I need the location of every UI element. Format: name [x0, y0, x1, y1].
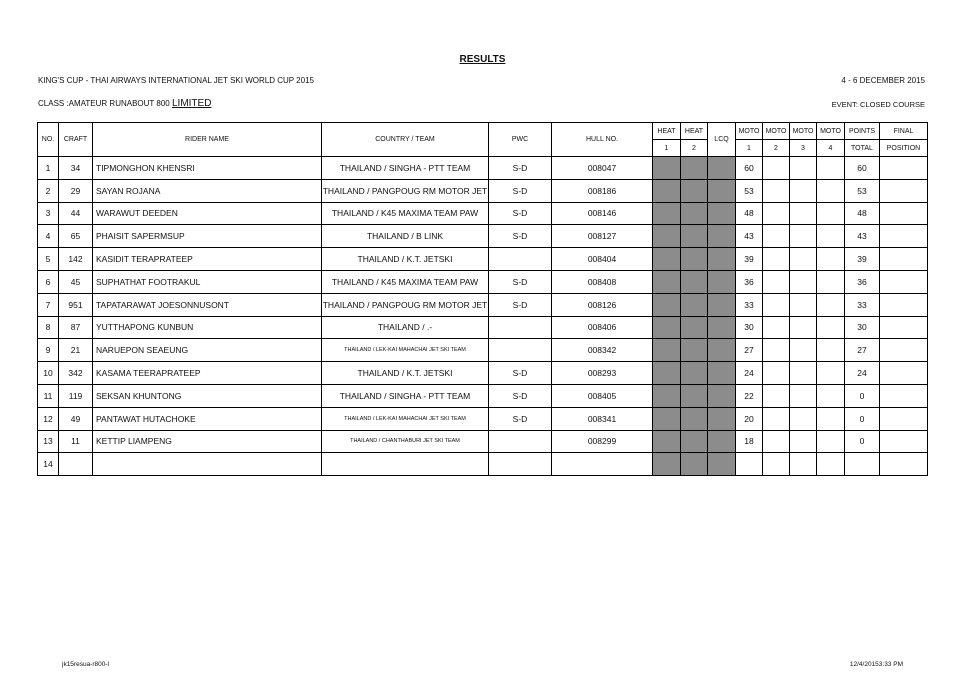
cell-moto4 — [817, 270, 845, 293]
cell-moto1: 36 — [736, 270, 763, 293]
cell-rider: SEKSAN KHUNTONG — [93, 384, 322, 407]
cell-points-total: 53 — [845, 179, 880, 202]
cell-team: THAILAND / .- — [322, 316, 489, 339]
cell-heat1 — [653, 453, 681, 476]
event-dates: 4 - 6 DECEMBER 2015 — [841, 76, 925, 85]
cell-lcq — [708, 225, 736, 248]
cell-lcq — [708, 362, 736, 385]
cell-pwc: S-D — [489, 384, 552, 407]
col-moto1: MOTO — [736, 123, 763, 140]
cell-points-total: 43 — [845, 225, 880, 248]
cell-moto1: 53 — [736, 179, 763, 202]
cell-rider: WARAWUT DEEDEN — [93, 202, 322, 225]
cell-moto3 — [790, 430, 817, 453]
cell-moto2 — [763, 293, 790, 316]
cell-heat1 — [653, 362, 681, 385]
cell-rider: NARUEPON SEAEUNG — [93, 339, 322, 362]
cell-moto4 — [817, 157, 845, 180]
cell-lcq — [708, 293, 736, 316]
cell-moto1: 33 — [736, 293, 763, 316]
cell-heat2 — [681, 293, 708, 316]
cell-hull: 008342 — [552, 339, 653, 362]
cell-moto1: 48 — [736, 202, 763, 225]
cell-moto4 — [817, 225, 845, 248]
cell-heat1 — [653, 225, 681, 248]
cell-no: 4 — [38, 225, 59, 248]
cell-hull: 008146 — [552, 202, 653, 225]
cell-final-position — [880, 362, 928, 385]
cell-no: 7 — [38, 293, 59, 316]
cell-no: 11 — [38, 384, 59, 407]
cell-moto3 — [790, 157, 817, 180]
table-row — [38, 407, 928, 430]
cell-pwc: S-D — [489, 270, 552, 293]
cell-hull: 008293 — [552, 362, 653, 385]
col-heat1: HEAT — [653, 123, 681, 140]
col-moto4: MOTO — [817, 123, 845, 140]
cell-craft: 45 — [59, 270, 93, 293]
cell-moto4 — [817, 202, 845, 225]
cell-rider: PANTAWAT HUTACHOKE — [93, 407, 322, 430]
cell-final-position — [880, 157, 928, 180]
cell-moto4 — [817, 430, 845, 453]
cell-no: 13 — [38, 430, 59, 453]
col-moto3-num: 3 — [790, 140, 817, 157]
cell-rider: KASIDIT TERAPRATEEP — [93, 248, 322, 271]
col-team: COUNTRY / TEAM — [322, 123, 489, 157]
cell-craft: 29 — [59, 179, 93, 202]
cell-craft: 65 — [59, 225, 93, 248]
cell-final-position — [880, 430, 928, 453]
col-craft: CRAFT — [59, 123, 93, 157]
cell-moto4 — [817, 293, 845, 316]
cell-heat1 — [653, 270, 681, 293]
page-title: RESULTS — [459, 54, 506, 65]
cell-moto2 — [763, 339, 790, 362]
cell-hull — [552, 453, 653, 476]
cell-moto2 — [763, 384, 790, 407]
cell-moto4 — [817, 453, 845, 476]
cell-team: THAILAND / B LINK — [322, 225, 489, 248]
cell-no: 10 — [38, 362, 59, 385]
cell-moto4 — [817, 362, 845, 385]
cell-hull: 008405 — [552, 384, 653, 407]
cell-final-position — [880, 225, 928, 248]
col-no: NO. — [38, 123, 59, 157]
cell-heat1 — [653, 316, 681, 339]
cell-hull: 008406 — [552, 316, 653, 339]
cell-rider: YUTTHAPONG KUNBUN — [93, 316, 322, 339]
cell-moto1: 22 — [736, 384, 763, 407]
cell-no: 14 — [38, 453, 59, 476]
cell-craft: 11 — [59, 430, 93, 453]
cell-moto3 — [790, 316, 817, 339]
col-moto4-num: 4 — [817, 140, 845, 157]
cell-team: THAILAND / K.T. JETSKI — [322, 248, 489, 271]
cell-lcq — [708, 453, 736, 476]
col-lcq: LCQ — [708, 123, 736, 157]
cell-moto3 — [790, 453, 817, 476]
cell-lcq — [708, 407, 736, 430]
cell-team: THAILAND / K.T. JETSKI — [322, 362, 489, 385]
cell-pwc: S-D — [489, 407, 552, 430]
col-final: FINAL — [880, 123, 928, 140]
cell-heat1 — [653, 157, 681, 180]
cell-heat1 — [653, 293, 681, 316]
cell-team: THAILAND / LEK-KAI MAHACHAI JET SKI TEAM — [322, 407, 489, 430]
class-name: LIMITED — [171, 98, 212, 109]
cell-heat2 — [681, 270, 708, 293]
col-moto3: MOTO — [790, 123, 817, 140]
cell-no: 2 — [38, 179, 59, 202]
col-points: POINTS — [845, 123, 880, 140]
cell-moto3 — [790, 362, 817, 385]
cell-moto3 — [790, 270, 817, 293]
cell-craft: 142 — [59, 248, 93, 271]
cell-craft: 21 — [59, 339, 93, 362]
table-row — [38, 339, 928, 362]
cell-lcq — [708, 384, 736, 407]
cell-moto1: 30 — [736, 316, 763, 339]
col-final-position: POSITION — [880, 140, 928, 157]
cell-team: THAILAND / K45 MAXIMA TEAM PAW — [322, 202, 489, 225]
cell-points-total: 0 — [845, 384, 880, 407]
cell-heat2 — [681, 384, 708, 407]
cell-rider: PHAISIT SAPERMSUP — [93, 225, 322, 248]
cell-moto1: 24 — [736, 362, 763, 385]
cell-final-position — [880, 407, 928, 430]
cell-moto4 — [817, 407, 845, 430]
cell-craft: 87 — [59, 316, 93, 339]
cell-heat2 — [681, 407, 708, 430]
cell-final-position — [880, 339, 928, 362]
cell-no: 5 — [38, 248, 59, 271]
cell-final-position — [880, 384, 928, 407]
cell-no: 1 — [38, 157, 59, 180]
cell-moto4 — [817, 316, 845, 339]
cell-heat2 — [681, 339, 708, 362]
cell-craft: 119 — [59, 384, 93, 407]
cell-hull: 008047 — [552, 157, 653, 180]
cell-lcq — [708, 248, 736, 271]
class-prefix: CLASS :AMATEUR RUNABOUT 800 — [38, 99, 170, 108]
cell-points-total: 0 — [845, 430, 880, 453]
cell-team: THAILAND / SINGHA - PTT TEAM — [322, 157, 489, 180]
cell-heat1 — [653, 430, 681, 453]
cell-moto1 — [736, 453, 763, 476]
cell-team: THAILAND / CHANTHABURI JET SKI TEAM — [322, 430, 489, 453]
cell-lcq — [708, 157, 736, 180]
col-rider: RIDER NAME — [93, 123, 322, 157]
cell-pwc — [489, 248, 552, 271]
cell-moto3 — [790, 179, 817, 202]
cell-points-total: 60 — [845, 157, 880, 180]
cell-heat1 — [653, 339, 681, 362]
cell-moto2 — [763, 453, 790, 476]
cell-moto3 — [790, 293, 817, 316]
cell-moto3 — [790, 384, 817, 407]
cell-final-position — [880, 453, 928, 476]
event-name: KING'S CUP - THAI AIRWAYS INTERNATIONAL JET SKI WORLD CUP 2015 — [38, 76, 314, 85]
cell-heat2 — [681, 157, 708, 180]
cell-moto1: 18 — [736, 430, 763, 453]
cell-team: THAILAND / LEK-KAI MAHACHAI JET SKI TEAM — [322, 339, 489, 362]
cell-rider — [93, 453, 322, 476]
cell-moto4 — [817, 179, 845, 202]
cell-rider: TIPMONGHON KHENSRI — [93, 157, 322, 180]
footer-timestamp: 12/4/20153:33 PM — [849, 661, 903, 668]
cell-heat2 — [681, 225, 708, 248]
results-body — [38, 157, 928, 476]
cell-team: THAILAND / SINGHA - PTT TEAM — [322, 384, 489, 407]
cell-rider: SAYAN ROJANA — [93, 179, 322, 202]
table-row — [38, 453, 928, 476]
cell-rider: SUPHATHAT FOOTRAKUL — [93, 270, 322, 293]
cell-heat2 — [681, 430, 708, 453]
cell-craft: 951 — [59, 293, 93, 316]
event-type: EVENT: CLOSED COURSE — [831, 100, 925, 109]
cell-lcq — [708, 202, 736, 225]
cell-hull: 008341 — [552, 407, 653, 430]
cell-moto1: 43 — [736, 225, 763, 248]
cell-moto2 — [763, 430, 790, 453]
cell-heat2 — [681, 316, 708, 339]
table-row — [38, 157, 928, 180]
cell-no: 3 — [38, 202, 59, 225]
cell-team: THAILAND / PANGPOUG RM MOTOR JET — [322, 293, 489, 316]
cell-moto2 — [763, 270, 790, 293]
cell-moto2 — [763, 179, 790, 202]
cell-no: 9 — [38, 339, 59, 362]
cell-points-total: 39 — [845, 248, 880, 271]
cell-heat1 — [653, 407, 681, 430]
cell-lcq — [708, 179, 736, 202]
cell-craft: 44 — [59, 202, 93, 225]
cell-heat1 — [653, 202, 681, 225]
cell-moto2 — [763, 202, 790, 225]
cell-final-position — [880, 293, 928, 316]
cell-pwc: S-D — [489, 157, 552, 180]
cell-hull: 008404 — [552, 248, 653, 271]
cell-no: 8 — [38, 316, 59, 339]
footer-file-id: jk15resua-r800-l — [62, 661, 109, 668]
cell-moto3 — [790, 248, 817, 271]
cell-points-total: 36 — [845, 270, 880, 293]
cell-craft — [59, 453, 93, 476]
cell-lcq — [708, 316, 736, 339]
cell-team: THAILAND / PANGPOUG RM MOTOR JET — [322, 179, 489, 202]
cell-moto4 — [817, 384, 845, 407]
col-moto2: MOTO — [763, 123, 790, 140]
table-row — [38, 430, 928, 453]
cell-hull: 008126 — [552, 293, 653, 316]
col-moto2-num: 2 — [763, 140, 790, 157]
cell-lcq — [708, 270, 736, 293]
table-row — [38, 316, 928, 339]
cell-points-total: 48 — [845, 202, 880, 225]
cell-no: 12 — [38, 407, 59, 430]
cell-heat1 — [653, 248, 681, 271]
cell-moto2 — [763, 225, 790, 248]
cell-rider: KETTIP LIAMPENG — [93, 430, 322, 453]
cell-final-position — [880, 248, 928, 271]
cell-craft: 49 — [59, 407, 93, 430]
cell-moto2 — [763, 157, 790, 180]
cell-moto1: 60 — [736, 157, 763, 180]
col-heat2-num: 2 — [681, 140, 708, 157]
cell-moto4 — [817, 339, 845, 362]
cell-points-total: 30 — [845, 316, 880, 339]
cell-moto2 — [763, 362, 790, 385]
cell-craft: 342 — [59, 362, 93, 385]
cell-craft: 34 — [59, 157, 93, 180]
cell-final-position — [880, 179, 928, 202]
cell-hull: 008299 — [552, 430, 653, 453]
cell-moto2 — [763, 407, 790, 430]
cell-moto3 — [790, 225, 817, 248]
cell-team — [322, 453, 489, 476]
col-hull: HULL NO. — [552, 123, 653, 157]
cell-lcq — [708, 339, 736, 362]
cell-moto2 — [763, 316, 790, 339]
cell-heat2 — [681, 202, 708, 225]
cell-pwc: S-D — [489, 202, 552, 225]
cell-no: 6 — [38, 270, 59, 293]
cell-moto1: 39 — [736, 248, 763, 271]
col-moto1-num: 1 — [736, 140, 763, 157]
table-row — [38, 202, 928, 225]
cell-pwc — [489, 453, 552, 476]
cell-moto3 — [790, 202, 817, 225]
cell-heat2 — [681, 248, 708, 271]
cell-moto2 — [763, 248, 790, 271]
col-heat1-num: 1 — [653, 140, 681, 157]
cell-pwc — [489, 316, 552, 339]
results-table — [37, 122, 928, 476]
table-row — [38, 293, 928, 316]
cell-pwc: S-D — [489, 362, 552, 385]
cell-heat2 — [681, 362, 708, 385]
cell-moto4 — [817, 248, 845, 271]
cell-moto1: 27 — [736, 339, 763, 362]
table-row — [38, 270, 928, 293]
header-row — [38, 123, 928, 140]
cell-rider: TAPATARAWAT JOESONNUSONT — [93, 293, 322, 316]
cell-hull: 008408 — [552, 270, 653, 293]
cell-final-position — [880, 316, 928, 339]
cell-pwc: S-D — [489, 293, 552, 316]
cell-heat1 — [653, 179, 681, 202]
cell-moto1: 20 — [736, 407, 763, 430]
cell-pwc — [489, 430, 552, 453]
cell-heat1 — [653, 384, 681, 407]
cell-rider: KASAMA TEERAPRATEEP — [93, 362, 322, 385]
cell-points-total: 33 — [845, 293, 880, 316]
cell-points-total: 0 — [845, 407, 880, 430]
cell-points-total — [845, 453, 880, 476]
cell-points-total: 27 — [845, 339, 880, 362]
cell-pwc — [489, 339, 552, 362]
cell-moto3 — [790, 407, 817, 430]
cell-pwc: S-D — [489, 225, 552, 248]
class-line — [38, 98, 211, 109]
table-row — [38, 362, 928, 385]
table-row — [38, 225, 928, 248]
cell-team: THAILAND / K45 MAXIMA TEAM PAW — [322, 270, 489, 293]
cell-pwc: S-D — [489, 179, 552, 202]
table-row — [38, 179, 928, 202]
col-points-total: TOTAL — [845, 140, 880, 157]
table-row — [38, 384, 928, 407]
cell-points-total: 24 — [845, 362, 880, 385]
table-row — [38, 248, 928, 271]
cell-final-position — [880, 202, 928, 225]
cell-lcq — [708, 430, 736, 453]
col-pwc: PWC — [489, 123, 552, 157]
cell-final-position — [880, 270, 928, 293]
cell-hull: 008127 — [552, 225, 653, 248]
cell-moto3 — [790, 339, 817, 362]
col-heat2: HEAT — [681, 123, 708, 140]
cell-heat2 — [681, 453, 708, 476]
cell-hull: 008186 — [552, 179, 653, 202]
cell-heat2 — [681, 179, 708, 202]
